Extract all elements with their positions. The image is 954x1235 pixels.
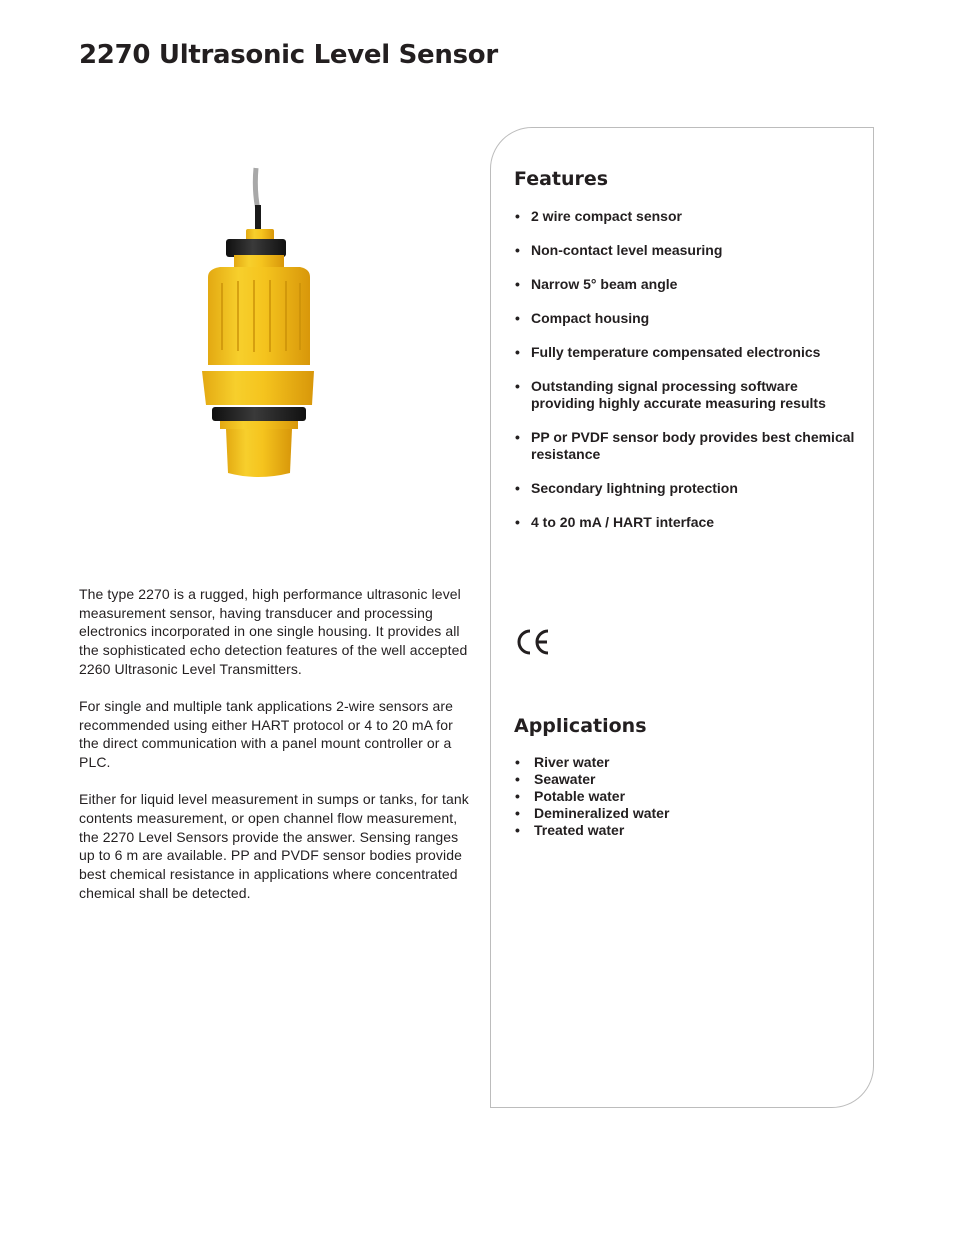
feature-item: • Narrow 5° beam angle: [514, 276, 864, 293]
features-panel: [490, 127, 874, 1108]
feature-item: • Fully temperature compensated electronics: [514, 344, 864, 361]
product-photo-icon: [190, 165, 330, 485]
page-title: 2270 Ultrasonic Level Sensor: [79, 40, 498, 70]
product-description: [79, 585, 471, 921]
description-paragraph: For single and multiple tank applications 2-wire sensors are recommended using either HART protocol or 4 to 20 mA for the direct communication with a panel mount controller or a PLC.: [79, 698, 454, 771]
application-item: • Demineralized water: [514, 805, 854, 822]
description-paragraph: Either for liquid level measurement in sumps or tanks, for tank contents measurement, or open channel flow measurement, the 2270 Level Sensors provide the answer. Sensing ranges up to 6 m are available. PP and PVDF sensor bodies provide best chemical resistance in applications where concentrated chemical shall be detected.: [79, 791, 469, 901]
application-item: • Seawater: [514, 771, 854, 788]
product-photo: [190, 165, 330, 485]
applications-heading: Applications: [514, 715, 647, 737]
ce-mark-icon: [515, 628, 551, 656]
ce-mark: [515, 628, 551, 656]
applications-list: [514, 754, 854, 839]
application-item: • River water: [514, 754, 854, 771]
application-item: • Treated water: [514, 822, 854, 839]
feature-item: • 2 wire compact sensor: [514, 208, 864, 225]
feature-item: • PP or PVDF sensor body provides best chemical resistance: [514, 429, 864, 463]
feature-item: • 4 to 20 mA / HART interface: [514, 514, 864, 531]
feature-item: • Compact housing: [514, 310, 864, 327]
application-item: • Potable water: [514, 788, 854, 805]
feature-item: • Secondary lightning protection: [514, 480, 864, 497]
features-heading: Features: [514, 168, 609, 190]
description-paragraph: The type 2270 is a rugged, high performance ultrasonic level measurement sensor, having transducer and processing electronics incorporated in one single housing. It provides all the sophisticated echo detection features of the well accepted 2260 Ultrasonic Level Transmitters.: [79, 586, 468, 677]
feature-item: • Non-contact level measuring: [514, 242, 864, 259]
feature-item: • Outstanding signal processing software providing highly accurate measuring results: [514, 378, 864, 412]
features-list: [514, 208, 864, 548]
